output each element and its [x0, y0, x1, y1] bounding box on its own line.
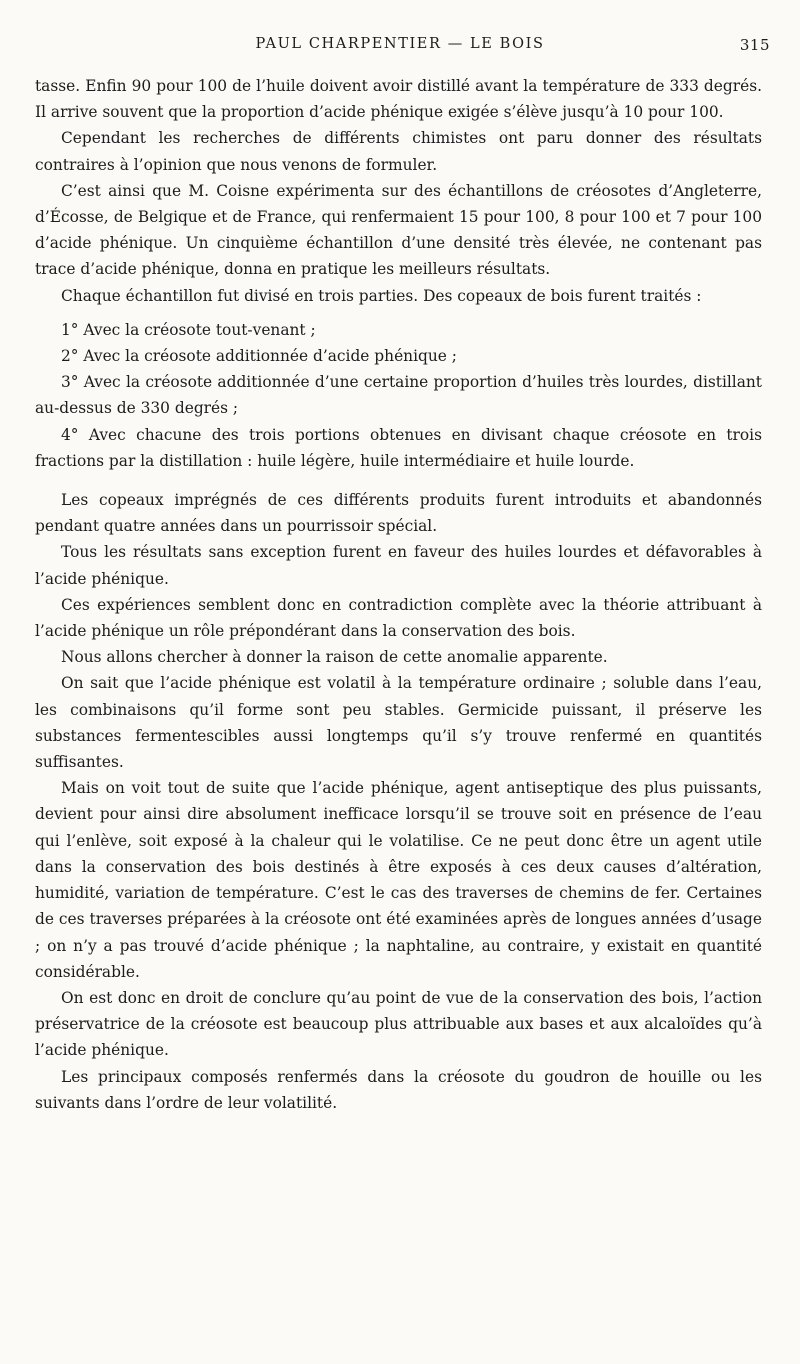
paragraph: Nous allons chercher à donner la raison de cette anomalie apparente.	[61, 648, 608, 667]
paragraph: C’est ainsi que M. Coisne expérimenta sur des échantillons de créosotes d’Angleterre, d’Écosse, de Belgique et de France, qui renfermaient 15 pour 100, 8 pour 100 et 7 pour 100 d’acide phénique. Un cinquième échantillon d’une densité très élevée, ne contenant pas trace d’acide phénique, donna en pratique les meilleurs résultats.	[35, 181, 762, 279]
page-header	[0, 34, 800, 60]
list-item: 2° Avec la créosote additionnée d’acide phénique ;	[61, 347, 457, 366]
paragraph: Mais on voit tout de suite que l’acide phénique, agent antiseptique des plus puissants, devient pour ainsi dire absolument inefficace lorsqu’il se trouve soit en présence de l’eau qui l’enlève, soit exposé à la chaleur qui le volatilise. Ce ne peut donc être un agent utile dans la conservation des bois destinés à être exposés à ces deux causes d’altération, humidité, variation de température. C’est le cas des traverses de chemins de fer. Certaines de ces traverses préparées à la créosote ont été examinées après de longues années d’usage ; on n’y a pas trouvé d’acide phénique ; la naphtaline, au contraire, y existait en quantité considérable.	[35, 779, 762, 981]
paragraph: On est donc en droit de conclure qu’au point de vue de la conservation des bois, l’action préservatrice de la créosote est beaucoup plus attribuable aux bases et aux alcaloïdes qu’à l’acide phénique.	[35, 988, 762, 1060]
body-text	[35, 73, 762, 1116]
paragraph: Tous les résultats sans exception furent en faveur des huiles lourdes et défavorables à l’acide phénique.	[35, 543, 762, 588]
running-title: PAUL CHARPENTIER — LE BOIS	[255, 36, 545, 52]
paragraph: On sait que l’acide phénique est volatil à la température ordinaire ; soluble dans l’eau, les combinaisons qu’il forme sont peu stables. Germicide puissant, il préserve les substances fermentescibles aussi longtemps qu’il s’y trouve renfermé en quantités suffisantes.	[35, 674, 762, 772]
paragraph: Chaque échantillon fut divisé en trois parties. Des copeaux de bois furent traités :	[61, 286, 702, 305]
page-number: 315	[739, 36, 770, 54]
list-item: 1° Avec la créosote tout-venant ;	[61, 320, 316, 339]
paragraph: Ces expériences semblent donc en contradiction complète avec la théorie attribuant à l’acide phénique un rôle prépondérant dans la conservation des bois.	[35, 595, 762, 641]
paragraph: Cependant les recherches de différents chimistes ont paru donner des résultats contraires à l’opinion que nous venons de formuler.	[35, 129, 762, 174]
paragraph: Les principaux composés renfermés dans la créosote du goudron de houille ou les suivants dans l’ordre de leur volatilité.	[35, 1067, 762, 1112]
paragraph-continuation: tasse. Enfin 90 pour 100 de l’huile doivent avoir distillé avant la température de 333 degrés. Il arrive souvent que la proportion d’acide phénique exigée s’élève jusqu’à 10 pour 100.	[35, 77, 762, 122]
list-item: 4° Avec chacune des trois portions obtenues en divisant chaque créosote en trois fractions par la distillation : huile légère, huile intermédiaire et huile lourde.	[35, 425, 762, 470]
list-item: 3° Avec la créosote additionnée d’une certaine proportion d’huiles très lourdes, distillant au-dessus de 330 degrés ;	[35, 373, 762, 418]
paragraph: Les copeaux imprégnés de ces différents produits furent introduits et abandonnés pendant quatre années dans un pourrissoir spécial.	[35, 491, 762, 536]
